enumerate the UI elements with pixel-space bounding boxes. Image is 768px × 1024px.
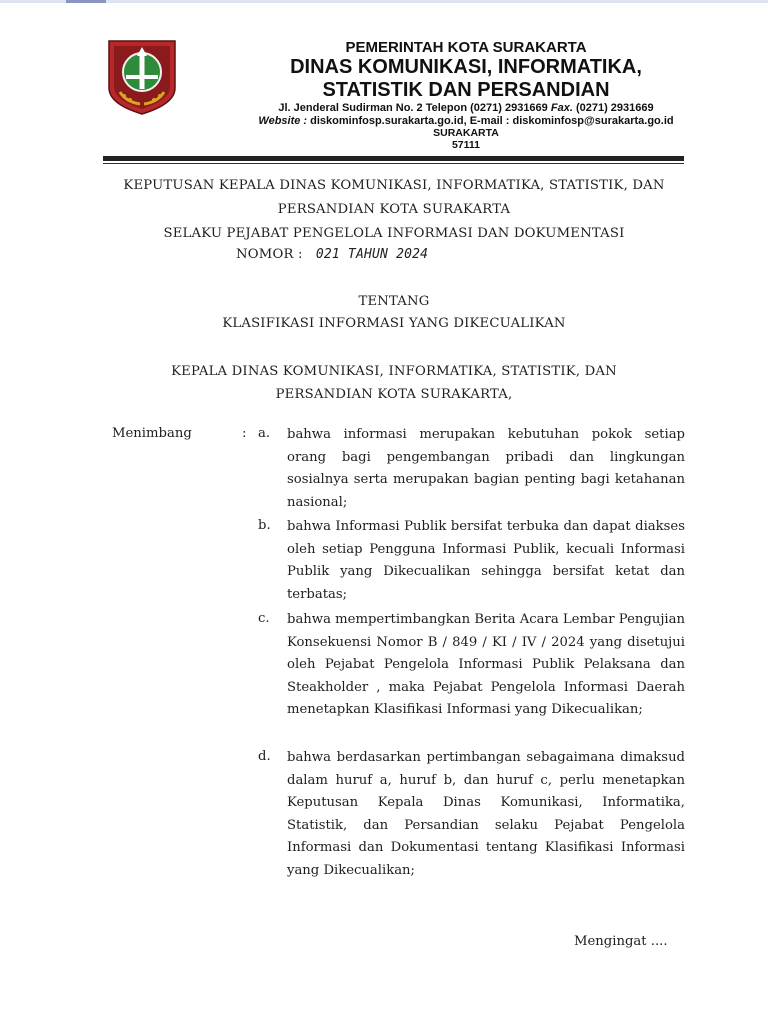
website-label: Website : xyxy=(258,115,308,127)
decree-number-label: NOMOR : xyxy=(236,247,303,262)
email-label: E-mail : xyxy=(469,115,510,127)
letterhead-divider-thick xyxy=(103,156,684,161)
email-link[interactable]: diskominfosp@surakarta.go.id xyxy=(512,115,674,127)
consideration-text-c: bahwa mempertimbangkan Berita Acara Lembar Pengujian Konsekuensi Nomor B / 849 / KI / IV / 2024 yang disetujui oleh Pejabat Pengelola Informasi Publik Pelaksana dan Steakholder , maka Pejabat Pengelola Informasi Daerah menetapkan Klasifikasi Informasi yang Dikecualikan; xyxy=(287,612,685,718)
scan-edge-mark xyxy=(66,0,106,3)
official-title-line1: KEPALA DINAS KOMUNIKASI, INFORMATIKA, STATISTIK, DAN xyxy=(171,364,617,379)
decree-title-line1: KEPUTUSAN KEPALA DINAS KOMUNIKASI, INFORMATIKA, STATISTIK, DAN xyxy=(123,178,665,193)
letterhead-government: PEMERINTAH KOTA SURAKARTA xyxy=(345,39,587,56)
subject-title: KLASIFIKASI INFORMASI YANG DIKECUALIKAN xyxy=(222,316,566,331)
letterhead-postal-code: 57111 xyxy=(451,139,481,151)
consideration-marker-b: b. xyxy=(258,518,271,533)
official-title-line2: PERSANDIAN KOTA SURAKARTA, xyxy=(275,387,513,402)
consideration-text-a: bahwa informasi merupakan kebutuhan pokok setiap orang bagi pengembangan pribadi dan lingkungan sosialnya serta merupakan bagian penting bagi ketahanan nasional; xyxy=(287,427,685,510)
fax-number: (0271) 2931669 xyxy=(575,102,654,114)
letterhead-contacts xyxy=(186,115,746,127)
consideration-marker-c: c. xyxy=(258,611,270,626)
considerations-label: Menimbang xyxy=(112,426,192,441)
consideration-marker-d: d. xyxy=(258,749,271,764)
subject-label: TENTANG xyxy=(358,294,430,309)
decree-title-line2: PERSANDIAN KOTA SURAKARTA xyxy=(277,202,511,217)
consideration-marker-a: a. xyxy=(258,426,271,441)
fax-label: Fax. xyxy=(550,102,573,114)
considerations-separator: : xyxy=(242,426,247,441)
letterhead-city: SURAKARTA xyxy=(433,127,499,139)
decree-number-handwritten: 021 TAHUN 2024 xyxy=(315,247,429,262)
letterhead-department-line1: DINAS KOMUNIKASI, INFORMATIKA, xyxy=(290,56,642,78)
decree-title-line3: SELAKU PEJABAT PENGELOLA INFORMASI DAN DOKUMENTASI xyxy=(163,226,625,241)
address-text: Jl. Jenderal Sudirman No. 2 Telepon (0271) 2931669 xyxy=(278,102,548,114)
letterhead-address xyxy=(186,102,746,114)
decree-number xyxy=(236,247,428,262)
consideration-text-d: bahwa berdasarkan pertimbangan sebagaimana dimaksud dalam huruf a, huruf b, dan huruf c, perlu menetapkan Keputusan Kepala Dinas Komunikasi, Informatika, Statistik, dan Persandian selaku Pejabat Pengelola Informasi dan Dokumentasi tentang Klasifikasi Informasi yang Dikecualikan; xyxy=(287,750,685,878)
website-link[interactable]: diskominfosp.surakarta.go.id, xyxy=(310,115,467,127)
continuation-text: Mengingat .... xyxy=(574,934,668,949)
letterhead-divider-thin xyxy=(103,163,684,164)
consideration-text-b: bahwa Informasi Publik bersifat terbuka dan dapat diakses oleh setiap Pengguna Informasi Publik, kecuali Informasi Publik yang Dikecualikan sehingga bersifat ketat dan terbatas; xyxy=(287,519,685,602)
scan-top-edge xyxy=(0,0,768,3)
city-emblem-logo xyxy=(106,38,178,116)
letterhead-department-line2: STATISTIK DAN PERSANDIAN xyxy=(322,79,610,101)
